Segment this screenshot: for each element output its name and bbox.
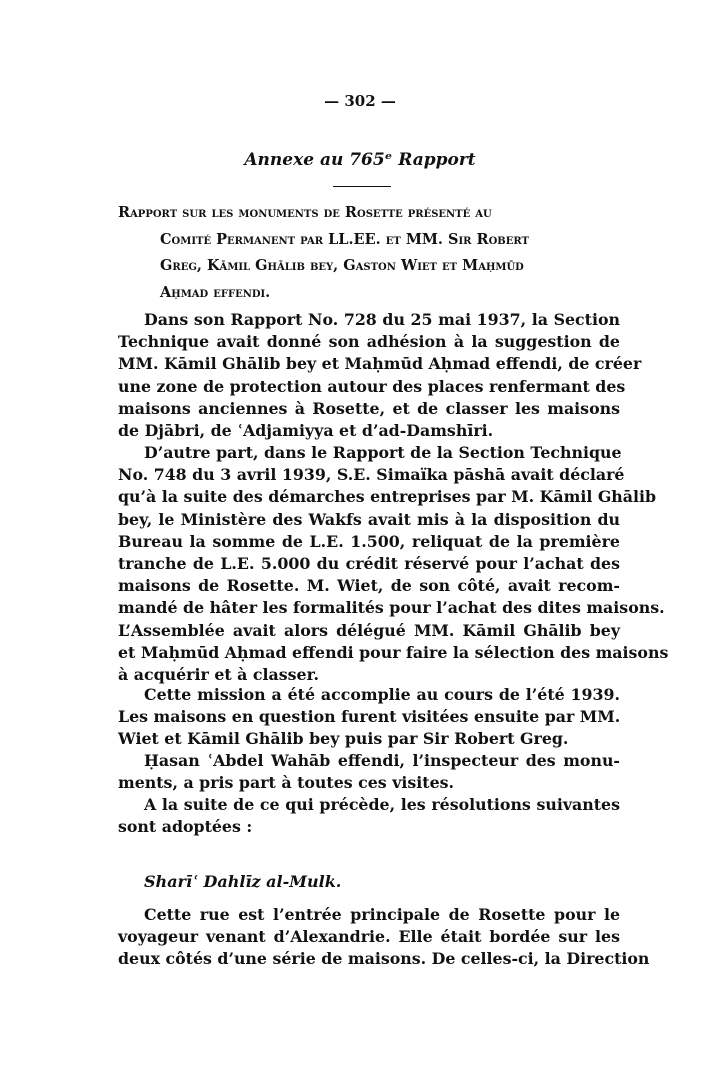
text-line: Cette rue est l’entrée principale de Rosette pour le <box>144 905 620 924</box>
text-line: deux côtés d’une série de maisons. De celles-ci, la Direction <box>118 949 650 969</box>
paragraph-1 <box>118 309 642 442</box>
text-line: L’Assemblée avait alors délégué MM. Kāmil Ghālib bey <box>118 620 620 640</box>
text-line: No. 748 du 3 avril 1939, S.E. Simaïka pāshā avait déclaré <box>118 465 625 485</box>
text-line: voyageur venant d’Alexandrie. Elle était bordée sur les <box>118 927 620 947</box>
annex-title: Annexe au 765ᵉ Rapport <box>244 150 476 170</box>
paragraph-4 <box>118 750 620 794</box>
text-line: Technique avait donné son adhésion à la suggestion de <box>118 332 620 352</box>
text-line: maisons anciennes à Rosette, et de classer les maisons <box>118 398 620 418</box>
text-line: Wiet et Kāmil Ghālib bey puis par Sir Robert Greg. <box>118 729 569 749</box>
text-line: D’autre part, dans le Rapport de la Section Technique <box>144 443 622 462</box>
paragraph-3 <box>118 684 620 751</box>
page-number: — 302 — <box>324 92 396 110</box>
text-line: Cette mission a été accomplie au cours de l’été 1939. <box>144 685 620 704</box>
title-rule <box>333 186 391 187</box>
paragraph-2 <box>118 442 669 686</box>
report-title-line: Comité Permanent par LL.EE. et MM. Sir Robert <box>160 230 529 248</box>
paragraph-6 <box>118 904 650 971</box>
section-heading: Sharīʿ Dahlīz al-Mulk. <box>144 872 342 891</box>
text-line: Ḥasan ʿAbdel Wahāb effendi, l’inspecteur des monu- <box>144 751 620 770</box>
text-line: maisons de Rosette. M. Wiet, de son côté, avait recom- <box>118 576 620 596</box>
report-title-line: Aḥmad effendi. <box>160 283 271 301</box>
text-line: ments, a pris part à toutes ces visites. <box>118 773 455 793</box>
text-line: Bureau la somme de L.E. 1.500, reliquat de la première <box>118 531 620 551</box>
text-line: Les maisons en question furent visitées ensuite par MM. <box>118 707 621 727</box>
report-title-line: Greg, Kāmil Ghālib bey, Gaston Wiet et Maḥmūd <box>160 257 524 274</box>
text-line: sont adoptées : <box>118 817 253 837</box>
text-line: une zone de protection autour des places renfermant des <box>118 376 626 396</box>
text-line: A la suite de ce qui précède, les résolutions suivantes <box>144 795 620 814</box>
text-line: tranche de L.E. 5.000 du crédit réservé pour l’achat des <box>118 554 620 574</box>
text-line: de Djābri, de ʿAdjamiyya et d’ad-Damshīri. <box>118 421 494 441</box>
text-line: mandé de hâter les formalités pour l’achat des dites maisons. <box>118 598 665 618</box>
text-line: et Maḥmūd Aḥmad effendi pour faire la sélection des maisons <box>118 642 669 662</box>
paragraph-5 <box>118 794 620 838</box>
text-line: bey, le Ministère des Wakfs avait mis à la disposition du <box>118 509 620 529</box>
text-line: qu’à la suite des démarches entreprises par M. Kāmil Ghālib <box>118 487 657 507</box>
report-title-line: Rapport sur les monuments de Rosette présenté au <box>118 204 492 221</box>
report-title <box>118 200 618 306</box>
text-line: à acquérir et à classer. <box>118 665 319 685</box>
text-line: Dans son Rapport No. 728 du 25 mai 1937, la Section <box>144 310 620 329</box>
text-line: MM. Kāmil Ghālib bey et Maḥmūd Aḥmad effendi, de créer <box>118 354 642 374</box>
